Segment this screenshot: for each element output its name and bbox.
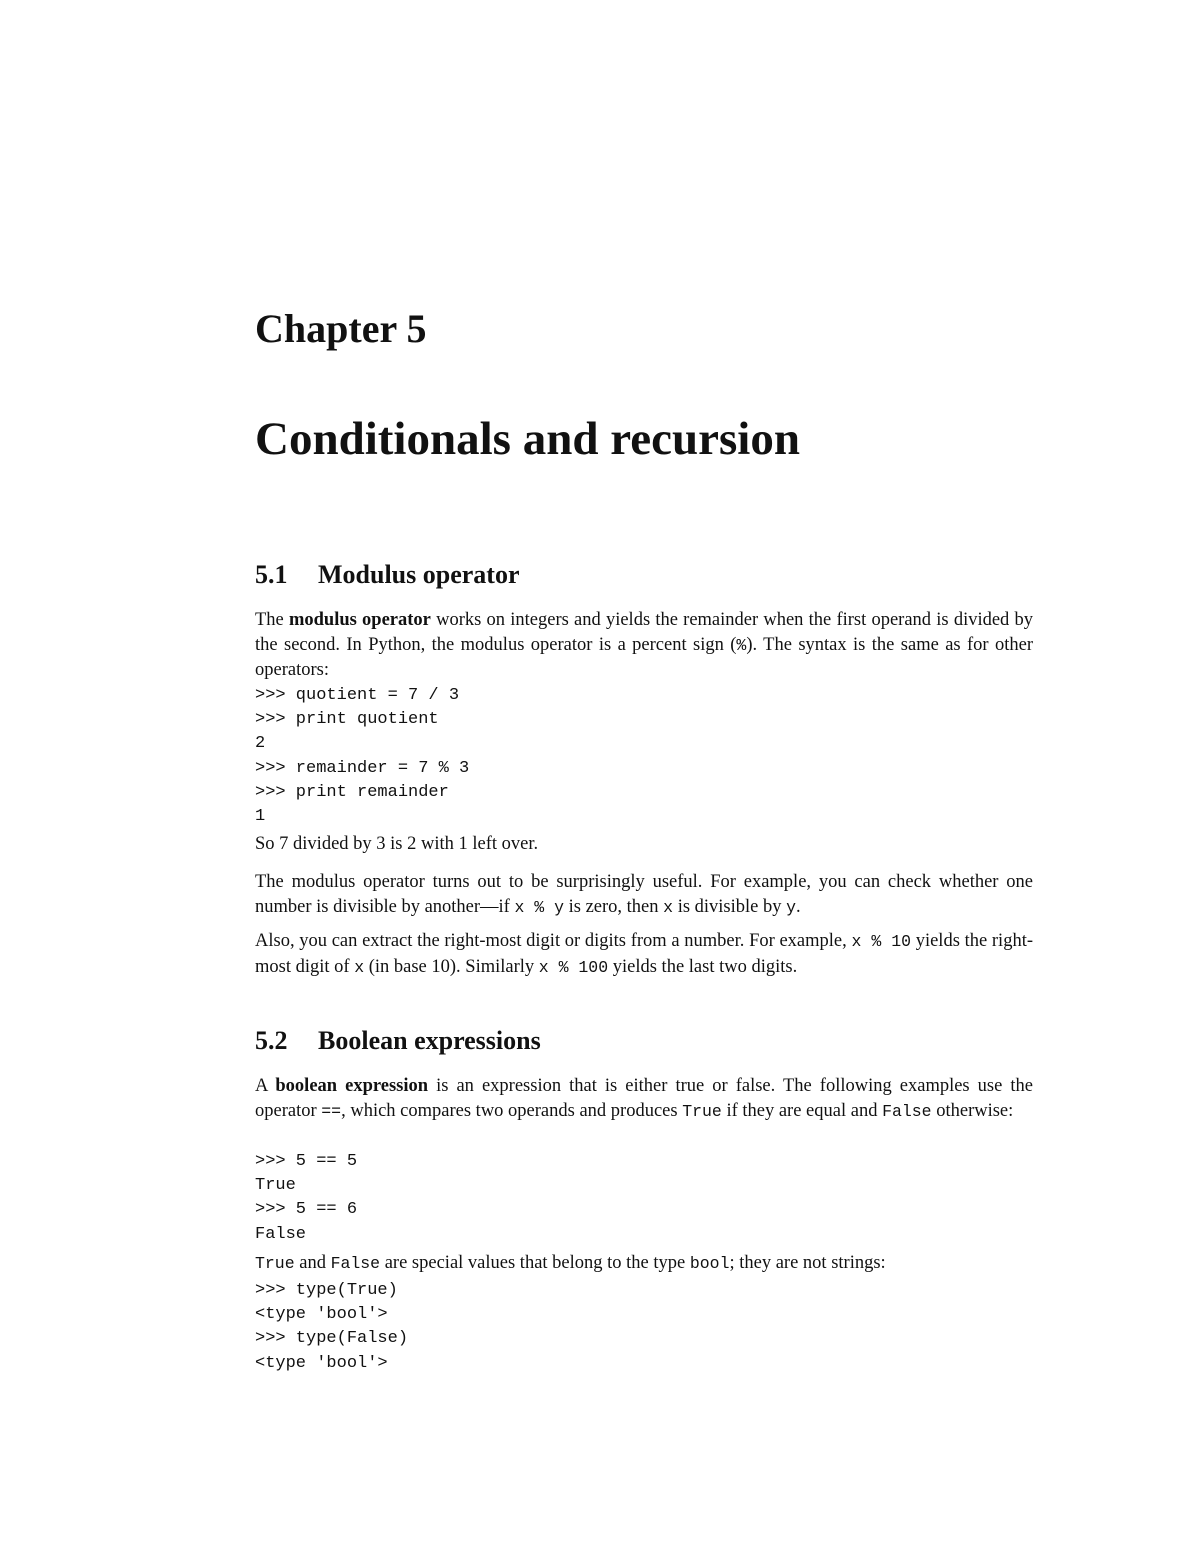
section-number: 5.2 bbox=[255, 1026, 288, 1055]
code-line: True bbox=[255, 1176, 296, 1196]
code-line: >>> print quotient bbox=[255, 710, 439, 730]
paragraph-boolean-intro: A boolean expression is an expression that is either true or false. The following examples use the operator ==, which compares two operands and produces True if they are equal and False otherwise: bbox=[255, 1076, 1033, 1121]
inline-code: == bbox=[321, 1101, 342, 1121]
inline-code: False bbox=[882, 1101, 932, 1121]
code-line: <type 'bool'> bbox=[255, 1353, 388, 1373]
section-title: Modulus operator bbox=[318, 560, 520, 589]
code-line: >>> type(False) bbox=[255, 1329, 409, 1349]
paragraph-right-most-digit: Also, you can extract the right-most digit or digits from a number. For example, x % 10 yields the right-most digit of x (in base 10). Similarly x % 100 yields the last two digits. bbox=[255, 931, 1033, 977]
code-line: >>> quotient = 7 / 3 bbox=[255, 686, 460, 705]
code-line: >>> 5 == 6 bbox=[255, 1200, 358, 1220]
inline-code: x bbox=[663, 897, 674, 917]
inline-code: x % y bbox=[514, 897, 564, 917]
inline-code: bool bbox=[689, 1254, 730, 1273]
code-line: >>> print remainder bbox=[255, 782, 449, 802]
code-line: >>> remainder = 7 % 3 bbox=[255, 758, 470, 778]
chapter-title: Conditionals and recursion bbox=[255, 413, 800, 465]
inline-code: True bbox=[682, 1101, 722, 1121]
code-line: <type 'bool'> bbox=[255, 1305, 388, 1325]
paragraph-divisible: The modulus operator turns out to be surprisingly useful. For example, you can check whether one number is divisible by another—if x % y is zero, then x is divisible by y. bbox=[255, 872, 1033, 917]
paragraph-left-over: So 7 divided by 3 is 2 with 1 left over. bbox=[255, 834, 539, 854]
code-line: False bbox=[255, 1224, 307, 1244]
code-block-type bbox=[255, 1279, 408, 1376]
paragraph-bool-type: True and False are special values that belong to the type bool; they are not strings: bbox=[255, 1253, 886, 1273]
term-boolean-expression: boolean expression bbox=[275, 1076, 429, 1096]
paragraph-modulus-intro: The modulus operator works on integers and yields the remainder when the first operand is divided by the second. In Python, the modulus operator is a percent sign (%). The syntax is the same as for other operators: bbox=[255, 610, 1034, 680]
section-number: 5.1 bbox=[255, 560, 288, 589]
code-line: >>> 5 == 5 bbox=[255, 1152, 358, 1171]
code-line: >>> type(True) bbox=[255, 1281, 398, 1300]
inline-code: True bbox=[255, 1254, 295, 1273]
chapter-label: Chapter 5 bbox=[255, 306, 427, 351]
inline-code: False bbox=[330, 1254, 381, 1273]
inline-code: y bbox=[786, 897, 797, 917]
section-heading-5-2 bbox=[255, 1026, 541, 1056]
inline-code: x % 10 bbox=[851, 932, 912, 951]
section-heading-5-1 bbox=[255, 560, 520, 590]
code-line: 1 bbox=[255, 807, 266, 827]
term-modulus-operator: modulus operator bbox=[288, 610, 431, 630]
code-block-equality bbox=[255, 1150, 357, 1247]
code-line: 2 bbox=[255, 734, 266, 754]
code-block-modulus bbox=[255, 684, 469, 829]
inline-code: x bbox=[354, 957, 365, 977]
inline-code: x % 100 bbox=[538, 957, 609, 977]
inline-code: % bbox=[736, 635, 747, 655]
section-title: Boolean expressions bbox=[318, 1026, 541, 1055]
